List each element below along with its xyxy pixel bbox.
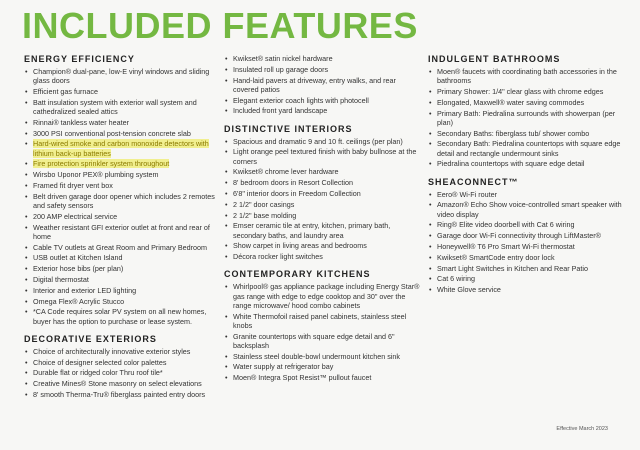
list-item: • Efficient gas furnace	[24, 87, 218, 96]
list-item: • Rinnai® tankless water heater	[24, 118, 218, 127]
list-item: • White Thermofoil raised panel cabinets, stainless steel knobs	[224, 312, 420, 330]
list-item: • 200 AMP electrical service	[24, 212, 218, 221]
list-item: • Ring® Elite video doorbell with Cat 6 wiring	[428, 220, 628, 229]
sheaconnect-list	[428, 190, 628, 295]
list-item: • Digital thermostat	[24, 275, 218, 284]
list-item: • Kwikset® satin nickel hardware	[224, 54, 420, 63]
highlighted-text: Fire protection sprinkler system throughout	[33, 159, 170, 169]
list-item: • Included front yard landscape	[224, 106, 420, 115]
list-item: • USB outlet at Kitchen Island	[24, 253, 218, 262]
list-item: • Framed fit dryer vent box	[24, 181, 218, 190]
list-item: • Spacious and dramatic 9 and 10 ft. ceilings (per plan)	[224, 137, 420, 146]
list-item: • Whirlpool® gas appliance package including Energy Star® gas range with edge to edge cooktop and 30" over the range microwave/ hood combo cabinets	[224, 282, 420, 310]
list-item: • Light orange peel textured finish with baby bullnose at the corners	[224, 147, 420, 165]
list-item: • Amazon® Echo Show voice-controlled smart speaker with video display	[428, 200, 628, 218]
list-item: • Kwikset® SmartCode entry door lock	[428, 253, 628, 262]
exterior-continued-list	[224, 54, 420, 116]
list-item: • Moen® faucets with coordinating bath accessories in the bathrooms	[428, 67, 628, 85]
energy-efficiency-heading: ENERGY EFFICIENCY	[24, 54, 135, 64]
column-right	[428, 54, 628, 302]
list-item: • Wirsbo Uponor PEX® plumbing system	[24, 170, 218, 179]
list-item: • Exterior hose bibs (per plan)	[24, 264, 218, 273]
column-middle	[224, 54, 420, 390]
column-left	[24, 54, 218, 407]
list-item: • Cable TV outlets at Great Room and Primary Bedroom	[24, 243, 218, 252]
list-item: • 2 1/2" door casings	[224, 200, 420, 209]
list-item: • Champion® dual-pane, low-E vinyl windows and sliding glass doors	[24, 67, 218, 85]
list-item: • Granite countertops with square edge detail and 6" backsplash	[224, 332, 420, 350]
list-item-highlighted	[24, 139, 218, 157]
sheaconnect-heading: SHEACONNECT™	[428, 176, 519, 187]
list-item: • Emser ceramic tile at entry, kitchen, primary bath, secondary baths, and laundry area	[224, 221, 420, 239]
list-item: • Interior and exterior LED lighting	[24, 286, 218, 295]
list-item: • Piedralina countertops with square edge detail	[428, 159, 628, 168]
list-item: • Stainless steel double-bowl undermount kitchen sink	[224, 352, 420, 361]
list-item: • Décora rocker light switches	[224, 252, 420, 261]
distinctive-interiors-list	[224, 137, 420, 262]
list-item: • Eero® Wi-Fi router	[428, 190, 628, 199]
list-item: • 8' smooth Therma-Tru® fiberglass painted entry doors	[24, 390, 218, 399]
list-item: • Creative Mines® Stone masonry on select elevations	[24, 379, 218, 388]
indulgent-bathrooms-heading: INDULGENT BATHROOMS	[428, 54, 561, 64]
list-item: • Water supply at refrigerator bay	[224, 362, 420, 371]
distinctive-interiors-heading: DISTINCTIVE INTERIORS	[224, 123, 353, 134]
list-item: • Garage door Wi-Fi connectivity through LiftMaster®	[428, 231, 628, 240]
list-item: • Durable flat or ridged color Thru roof tile*	[24, 368, 218, 377]
list-item: • 8' bedroom doors in Resort Collection	[224, 178, 420, 187]
list-item: • Smart Light Switches in Kitchen and Rear Patio	[428, 264, 628, 273]
list-item: • Elongated, Maxwell® water saving commodes	[428, 98, 628, 107]
list-item: • Weather resistant GFI exterior outlet at front and rear of home	[24, 223, 218, 241]
contemporary-kitchens-heading: CONTEMPORARY KITCHENS	[224, 269, 371, 280]
list-item: • Moen® Integra Spot Resist™ pullout faucet	[224, 373, 420, 382]
list-item: • Honeywell® T6 Pro Smart Wi-Fi thermostat	[428, 242, 628, 251]
list-item: • White Glove service	[428, 285, 628, 294]
list-item: • Cat 6 wiring	[428, 274, 628, 283]
highlighted-text: Hard-wired smoke and carbon monoxide detectors with lithium back-up batteries	[33, 139, 209, 158]
list-item: • Choice of designer selected color palettes	[24, 358, 218, 367]
energy-efficiency-list	[24, 67, 218, 326]
list-item: • 3000 PSI conventional post-tension concrete slab	[24, 129, 218, 138]
list-item: • *CA Code requires solar PV system on all new homes, buyer has the option to purchase or lease system.	[24, 307, 218, 325]
list-item: • Primary Bath: Piedralina surrounds with showerpan (per plan)	[428, 109, 628, 127]
decorative-exteriors-heading: DECORATIVE EXTERIORS	[24, 333, 157, 344]
list-item: • Belt driven garage door opener which includes 2 remotes and safety sensors	[24, 192, 218, 210]
list-item: • Insulated roll up garage doors	[224, 65, 420, 74]
contemporary-kitchens-list	[224, 282, 420, 382]
list-item: • Secondary Baths: fiberglass tub/ shower combo	[428, 129, 628, 138]
list-item: • Omega Flex® Acrylic Stucco	[24, 297, 218, 306]
page-title: INCLUDED FEATURES	[22, 5, 418, 46]
list-item-highlighted	[24, 159, 218, 168]
list-item: • 2 1/2" base molding	[224, 211, 420, 220]
list-item: • Show carpet in living areas and bedrooms	[224, 241, 420, 250]
effective-date: Effective March 2023	[556, 426, 608, 432]
list-item: • Secondary Bath: Piedralina countertops with square edge detail and rectangle undermount sinks	[428, 139, 628, 157]
list-item: • 6'8" interior doors in Freedom Collection	[224, 189, 420, 198]
decorative-exteriors-list	[24, 347, 218, 399]
list-item: • Choice of architecturally innovative exterior styles	[24, 347, 218, 356]
indulgent-bathrooms-list	[428, 67, 628, 169]
list-item: • Hand-laid pavers at driveway, entry walks, and rear covered patios	[224, 76, 420, 94]
list-item: • Kwikset® chrome lever hardware	[224, 167, 420, 176]
list-item: • Primary Shower: 1/4" clear glass with chrome edges	[428, 87, 628, 96]
list-item: • Batt insulation system with exterior wall system and cathedralized sealed attics	[24, 98, 218, 116]
list-item: • Elegant exterior coach lights with photocell	[224, 96, 420, 105]
